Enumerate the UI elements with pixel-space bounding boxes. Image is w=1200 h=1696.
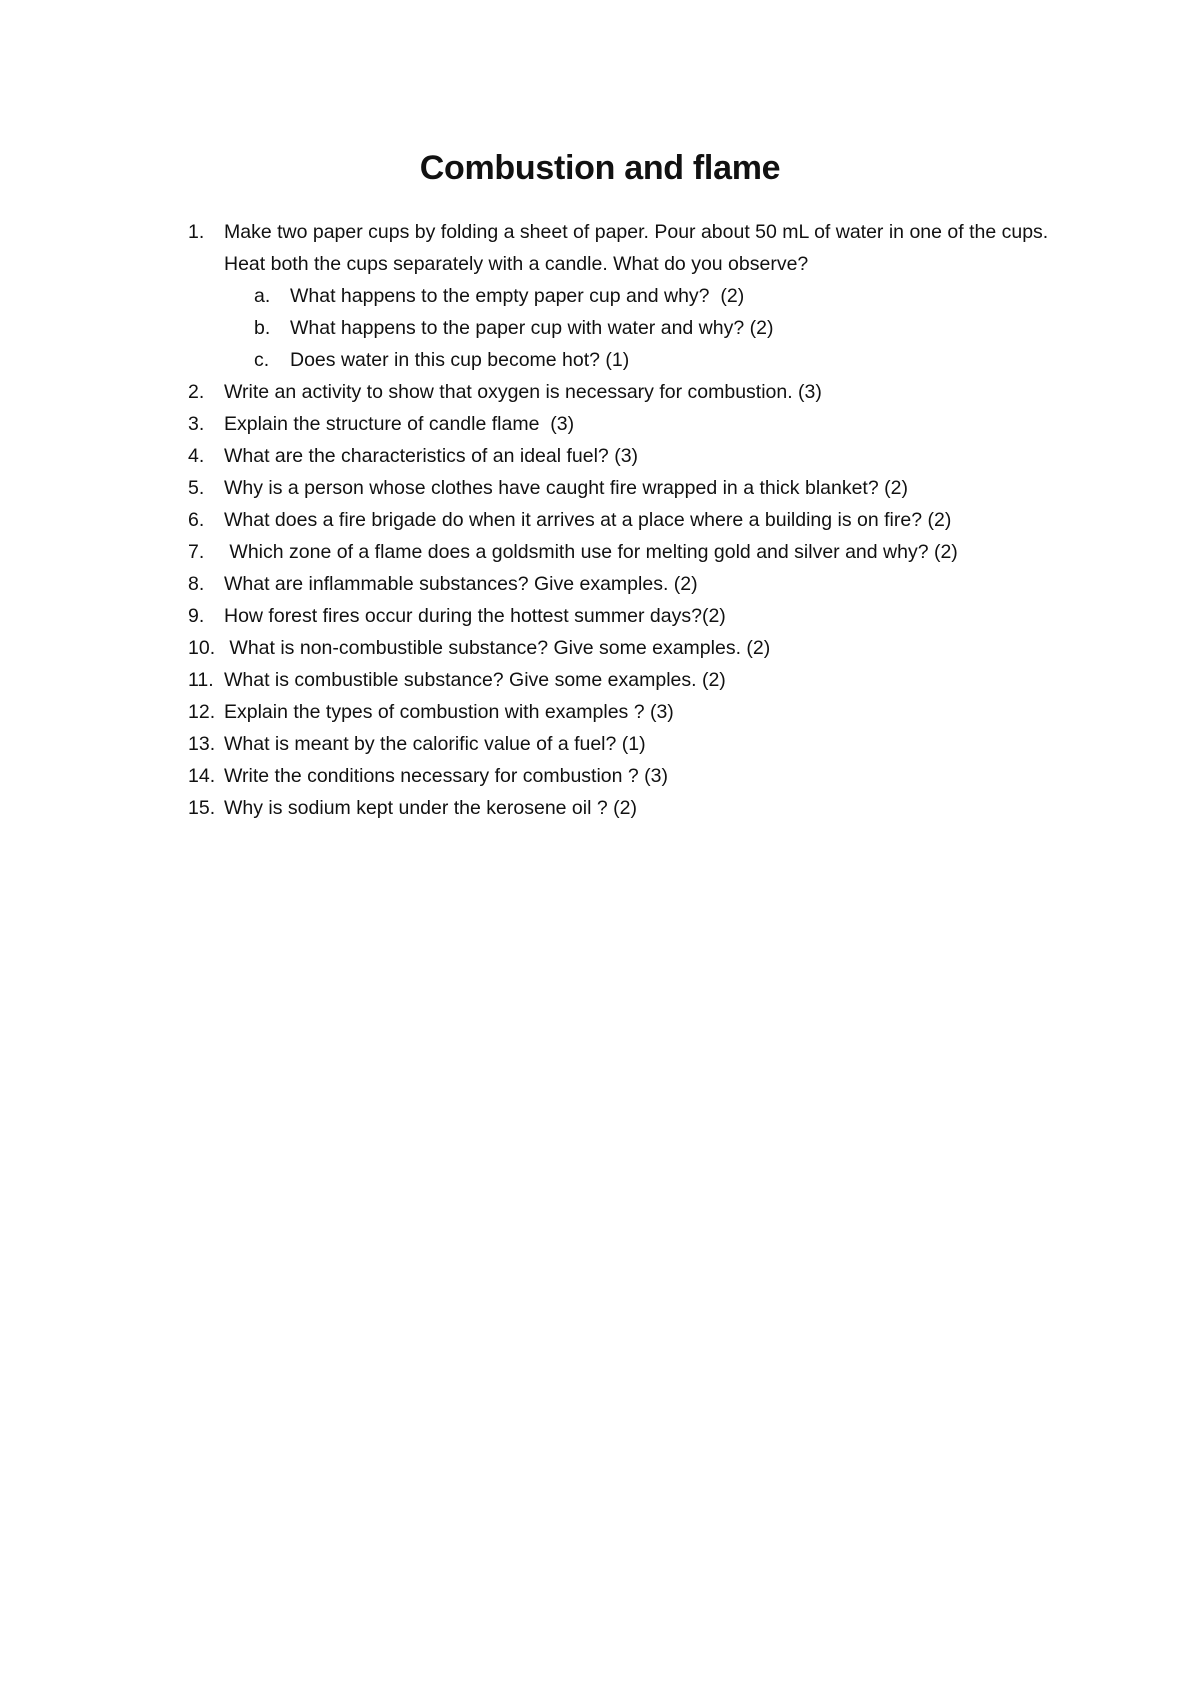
- question-number: 7.: [188, 541, 205, 563]
- question-item: [0, 536, 1200, 568]
- question-item: [0, 664, 1200, 696]
- sub-question-letter: a.: [254, 285, 271, 307]
- question-number: 9.: [188, 605, 205, 627]
- question-item: [0, 760, 1200, 792]
- question-number: 5.: [188, 477, 205, 499]
- question-text: Explain the types of combustion with examples ? (3): [224, 701, 674, 723]
- question-number: 12.: [188, 701, 216, 723]
- question-text: What is non-combustible substance? Give some examples. (2): [224, 637, 771, 659]
- sub-question-text: What happens to the empty paper cup and why? (2): [290, 285, 745, 307]
- question-text: Explain the structure of candle flame (3): [224, 413, 575, 435]
- question-text: What is meant by the calorific value of a fuel? (1): [224, 733, 646, 755]
- question-text: Why is a person whose clothes have caught fire wrapped in a thick blanket? (2): [224, 477, 908, 499]
- question-item: [0, 376, 1200, 408]
- sub-question-item: [0, 280, 1200, 312]
- question-item: [0, 600, 1200, 632]
- sub-question-list: [0, 280, 1200, 376]
- question-item: [0, 632, 1200, 664]
- question-item: [0, 472, 1200, 504]
- sub-question-letter: b.: [254, 317, 271, 339]
- question-item: [0, 792, 1200, 824]
- question-item: [0, 440, 1200, 472]
- question-text: Make two paper cups by folding a sheet of paper. Pour about 50 mL of water in one of the cups. Heat both the cups separately with a candle. What do you observe?: [224, 221, 1054, 275]
- question-text: What does a fire brigade do when it arrives at a place where a building is on fire? (2): [224, 509, 952, 531]
- question-text: What are the characteristics of an ideal fuel? (3): [224, 445, 639, 467]
- question-number: 3.: [188, 413, 205, 435]
- sub-question-text: What happens to the paper cup with water and why? (2): [290, 317, 774, 339]
- question-item: [0, 728, 1200, 760]
- question-list: [0, 216, 1200, 824]
- question-text: Which zone of a flame does a goldsmith use for melting gold and silver and why? (2): [224, 541, 958, 563]
- page-title: Combustion and flame: [419, 149, 781, 187]
- question-number: 15.: [188, 797, 216, 819]
- sub-question-item: [0, 312, 1200, 344]
- question-number: 14.: [188, 765, 216, 787]
- question-item: [0, 568, 1200, 600]
- question-item: [0, 696, 1200, 728]
- question-number: 10.: [188, 637, 216, 659]
- question-number: 13.: [188, 733, 216, 755]
- question-text: Write the conditions necessary for combustion ? (3): [224, 765, 669, 787]
- sub-question-item: [0, 344, 1200, 376]
- question-number: 11.: [188, 669, 214, 691]
- question-number: 4.: [188, 445, 205, 467]
- question-number: 2.: [188, 381, 205, 403]
- question-text: Why is sodium kept under the kerosene oil ? (2): [224, 797, 637, 819]
- question-number: 8.: [188, 573, 205, 595]
- question-number: 6.: [188, 509, 205, 531]
- question-text: How forest fires occur during the hottest summer days?(2): [224, 605, 726, 627]
- question-item: [0, 408, 1200, 440]
- question-item: [0, 504, 1200, 536]
- question-item: [0, 216, 1200, 376]
- question-number: 1.: [188, 221, 205, 243]
- question-text: What are inflammable substances? Give examples. (2): [224, 573, 698, 595]
- question-text: What is combustible substance? Give some examples. (2): [224, 669, 726, 691]
- question-text: Write an activity to show that oxygen is necessary for combustion. (3): [224, 381, 822, 403]
- sub-question-letter: c.: [254, 349, 270, 371]
- sub-question-text: Does water in this cup become hot? (1): [290, 349, 630, 371]
